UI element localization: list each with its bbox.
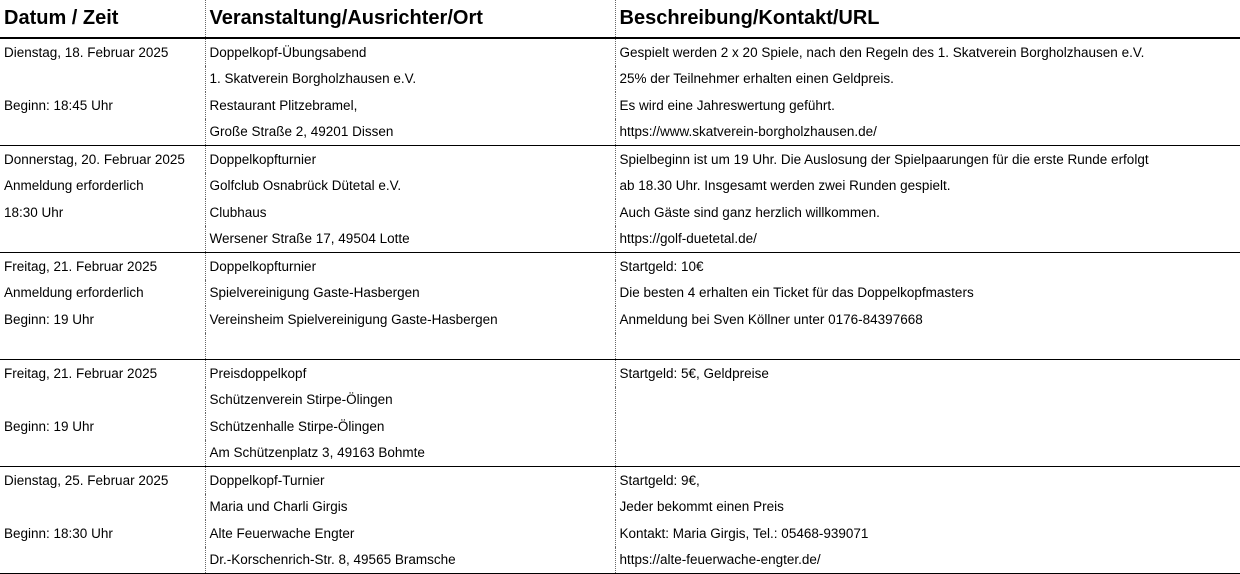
cell-event-organizer-location: Große Straße 2, 49201 Dissen [205,119,615,146]
cell-event-organizer-location: Spielvereinigung Gaste-Hasbergen [205,280,615,307]
cell-date-time: Beginn: 19 Uhr [0,306,205,333]
cell-date-time [0,387,205,414]
header-description-contact-url: Beschreibung/Kontakt/URL [615,0,1240,38]
table-row [0,226,1240,253]
table-row [0,119,1240,146]
cell-description-contact-url [615,387,1240,414]
cell-date-time [0,66,205,93]
cell-date-time: Anmeldung erforderlich [0,173,205,200]
cell-event-organizer-location: Golfclub Osnabrück Dütetal e.V. [205,173,615,200]
cell-event-organizer-location: Am Schützenplatz 3, 49163 Bohmte [205,440,615,467]
cell-date-time: Dienstag, 25. Februar 2025 [0,467,205,494]
cell-event-organizer-location: Doppelkopf-Turnier [205,467,615,494]
table-body [0,38,1240,574]
cell-description-contact-url: https://golf-duetetal.de/ [615,226,1240,253]
cell-description-contact-url: Kontakt: Maria Girgis, Tel.: 05468-939071 [619,525,869,541]
cell-event-organizer-location: Doppelkopfturnier [205,253,615,280]
cell-date-time: Freitag, 21. Februar 2025 [0,253,205,280]
cell-description-contact-url: Startgeld: 10€ [619,258,704,274]
table-row [0,547,1240,574]
header-row [0,0,1240,38]
table-row [0,387,1240,414]
cell-event-organizer-location: Maria und Charli Girgis [205,494,615,521]
cell-description-contact-url: Startgeld: 9€, [619,472,700,488]
cell-description-contact-url: Startgeld: 5€, Geldpreise [619,365,769,381]
cell-date-time: Anmeldung erforderlich [0,280,205,307]
cell-date-time [0,494,205,521]
cell-description-contact-url: Jeder bekommt einen Preis [619,499,784,515]
cell-date-time: Freitag, 21. Februar 2025 [0,360,205,387]
table-row [0,360,1240,387]
cell-date-time: Beginn: 19 Uhr [0,413,205,440]
cell-event-organizer-location: Restaurant Plitzebramel, [205,92,615,119]
table-row [0,306,1240,333]
cell-event-organizer-location: Doppelkopfturnier [205,146,615,173]
cell-date-time: 18:30 Uhr [0,199,205,226]
cell-event-organizer-location: Alte Feuerwache Engter [205,520,615,547]
cell-date-time: Beginn: 18:30 Uhr [0,520,205,547]
table-row [0,494,1240,521]
table-row [0,173,1240,200]
cell-date-time [0,226,205,253]
table-header [0,0,1240,38]
cell-date-time: Dienstag, 18. Februar 2025 [0,38,205,66]
cell-date-time [0,333,205,360]
cell-description-contact-url: https://www.skatverein-borgholzhausen.de/ [615,119,1240,146]
cell-event-organizer-location: Clubhaus [205,199,615,226]
cell-date-time [0,547,205,574]
cell-event-organizer-location: Doppelkopf-Übungsabend [205,38,615,66]
cell-date-time: Donnerstag, 20. Februar 2025 [0,146,205,173]
cell-description-contact-url: 25% der Teilnehmer erhalten einen Geldpreis. [619,71,894,87]
cell-date-time [0,119,205,146]
cell-event-organizer-location: Wersener Straße 17, 49504 Lotte [205,226,615,253]
cell-description-contact-url: https://alte-feuerwache-engter.de/ [615,547,1240,574]
table-row [0,146,1240,173]
header-event-organizer-location: Veranstaltung/Ausrichter/Ort [205,0,615,38]
cell-description-contact-url [615,413,1240,440]
cell-description-contact-url: ab 18.30 Uhr. Insgesamt werden zwei Runden gespielt. [619,178,951,194]
cell-event-organizer-location: Dr.-Korschenrich-Str. 8, 49565 Bramsche [205,547,615,574]
header-date-time: Datum / Zeit [0,0,205,38]
cell-event-organizer-location [205,333,615,360]
cell-description-contact-url: Gespielt werden 2 x 20 Spiele, nach den Regeln des 1. Skatverein Borgholzhausen e.V. [619,44,1145,60]
table-row [0,199,1240,226]
cell-date-time [0,440,205,467]
cell-event-organizer-location: Schützenhalle Stirpe-Ölingen [205,413,615,440]
cell-event-organizer-location: Schützenverein Stirpe-Ölingen [205,387,615,414]
table-row [0,333,1240,360]
cell-date-time: Beginn: 18:45 Uhr [0,92,205,119]
cell-description-contact-url [615,333,1240,360]
cell-description-contact-url: Spielbeginn ist um 19 Uhr. Die Auslosung der Spielpaarungen für die erste Runde erfolgt [619,151,1149,167]
table-row [0,413,1240,440]
table-row [0,520,1240,547]
table-row [0,440,1240,467]
cell-description-contact-url [615,440,1240,467]
cell-event-organizer-location: Vereinsheim Spielvereinigung Gaste-Hasbergen [205,306,615,333]
cell-event-organizer-location: Preisdoppelkopf [205,360,615,387]
table-row [0,92,1240,119]
cell-description-contact-url: Anmeldung bei Sven Köllner unter 0176-84397668 [619,311,923,327]
table-row [0,280,1240,307]
table-row [0,467,1240,494]
cell-description-contact-url: Auch Gäste sind ganz herzlich willkommen. [619,204,880,220]
table-row [0,253,1240,280]
cell-description-contact-url: Es wird eine Jahreswertung geführt. [619,97,835,113]
table-row [0,66,1240,93]
cell-description-contact-url: Die besten 4 erhalten ein Ticket für das Doppelkopfmasters [619,285,974,301]
table-row [0,38,1240,66]
cell-event-organizer-location: 1. Skatverein Borgholzhausen e.V. [205,66,615,93]
